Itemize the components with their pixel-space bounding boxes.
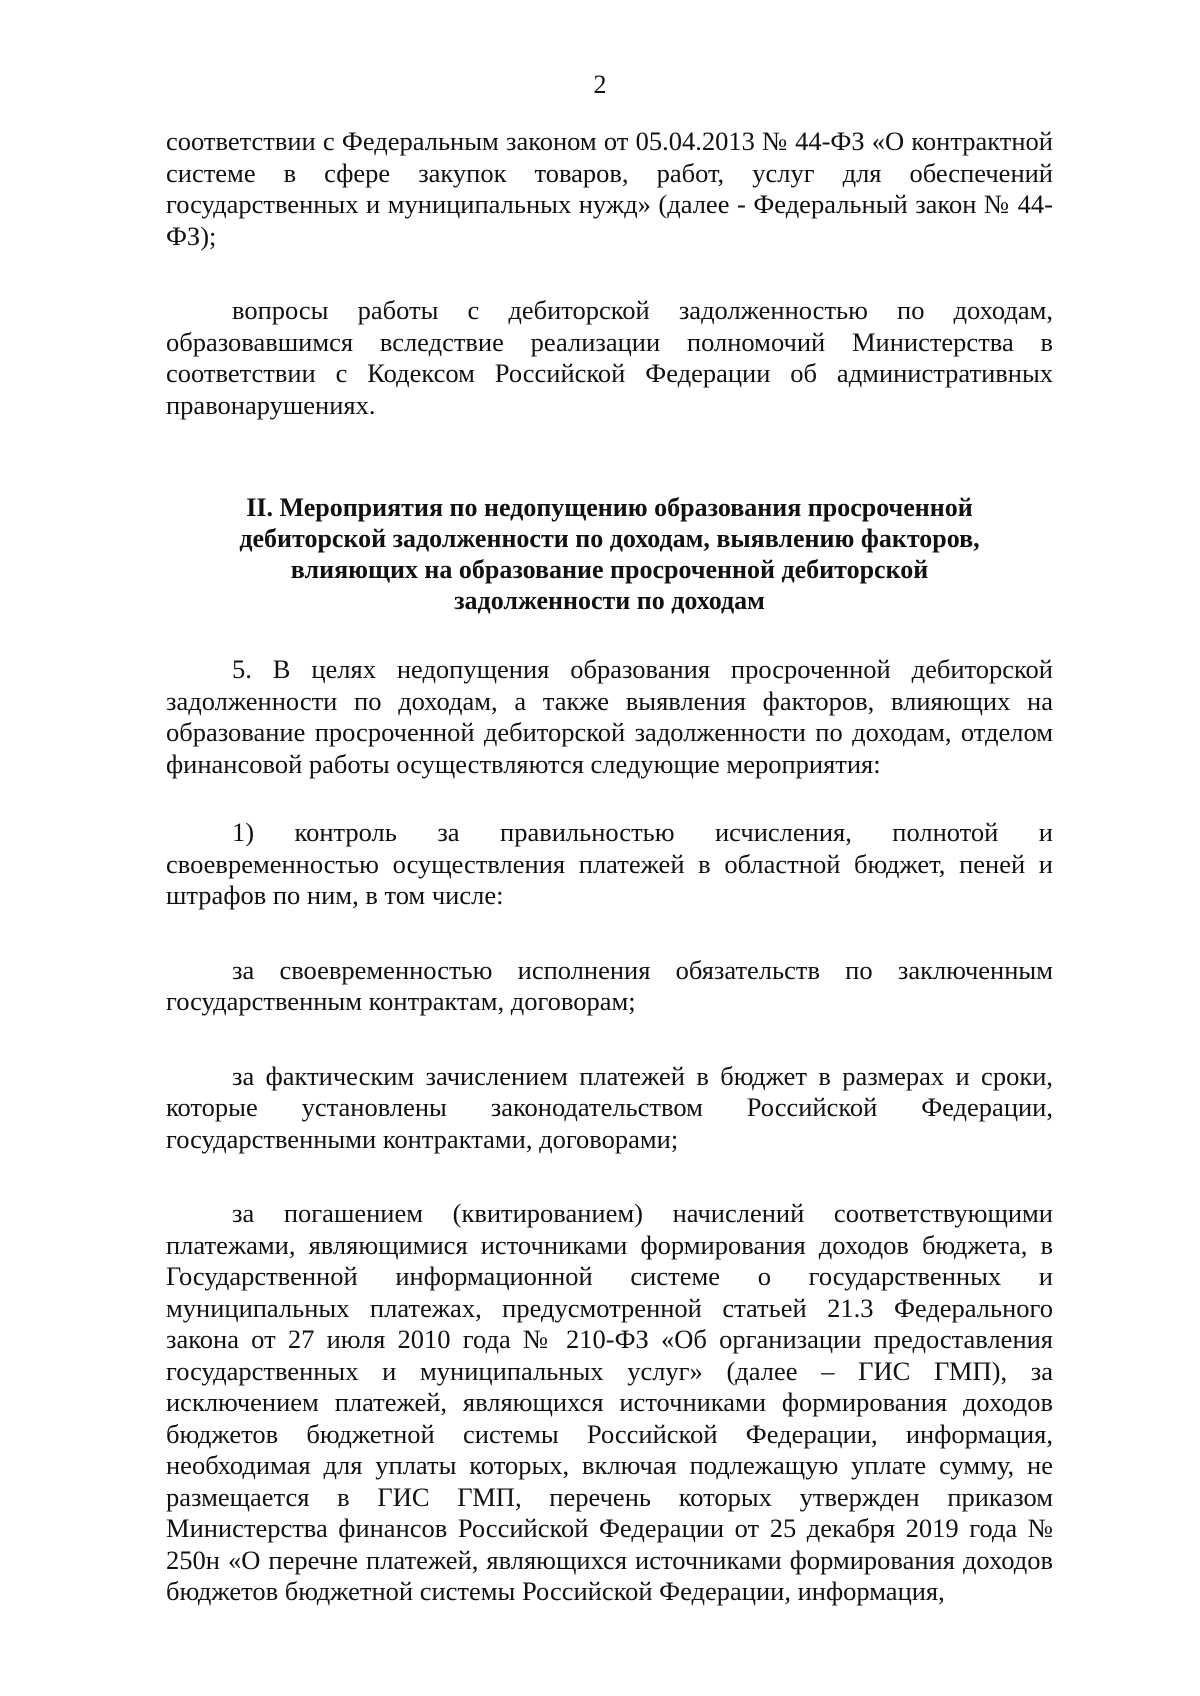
section-heading: II. Мероприятия по недопущению образования просроченной дебиторской задолженности по доходам, выявлению факторов, влияющих на образование просроченной дебиторской задолженности по доходам	[239, 493, 980, 615]
paragraph-debt-issues: вопросы работы с дебиторской задолженностью по доходам, образовавшимся вследствие реализации полномочий Министерства в соответствии с Кодексом Российской Федерации об административных правонарушениях.	[166, 295, 1053, 420]
paragraph-federal-law-44: соответствии с Федеральным законом от 05.04.2013 № 44-ФЗ «О контрактной системе в сфере закупок товаров, работ, услуг для обеспечений государственных и муниципальных нужд» (далее - Федеральный закон № 44-ФЗ);	[166, 126, 1053, 251]
paragraph-actual-crediting: за фактическим зачислением платежей в бюджет в размерах и сроки, которые установлены законодательством Российской Федерации, государственными контрактами, договорами;	[166, 1060, 1053, 1154]
page-number: 2	[593, 70, 607, 99]
paragraph-measures-intro: 5. В целях недопущения образования просроченной дебиторской задолженности по доходам, а также выявления факторов, влияющих на образование просроченной дебиторской задолженности по доходам, отделом финансовой работы осуществляются следующие мероприятия:	[166, 654, 1053, 779]
paragraph-gis-gmp: за погашением (квитированием) начислений соответствующими платежами, являющимися источниками формирования доходов бюджета, в Государственной информационной системе о государственных и муниципальных платежах, предусмотренной статьей 21.3 Федерального закона от 27 июля 2010 года № 210-ФЗ «Об организации предоставления государственных и муниципальных услуг» (далее – ГИС ГМП), за исключением платежей, являющихся источниками формирования доходов бюджетов бюджетной системы Российской Федерации, информация, необходимая для уплаты которых, включая подлежащую уплате сумму, не размещается в ГИС ГМП, перечень которых утвержден приказом Министерства финансов Российской Федерации от 25 декабря 2019 года № 250н «О перечне платежей, являющихся источниками формирования доходов бюджетов бюджетной системы Российской Федерации, информация,	[166, 1198, 1053, 1606]
paragraph-item-1: 1) контроль за правильностью исчисления, полнотой и своевременностью осуществления платежей в областной бюджет, пеней и штрафов по ним, в том числе:	[166, 817, 1053, 910]
document-body	[166, 126, 1053, 1608]
paragraph-contracts-control: за своевременностью исполнения обязательств по заключенным государственным контрактам, договорам;	[166, 954, 1053, 1016]
